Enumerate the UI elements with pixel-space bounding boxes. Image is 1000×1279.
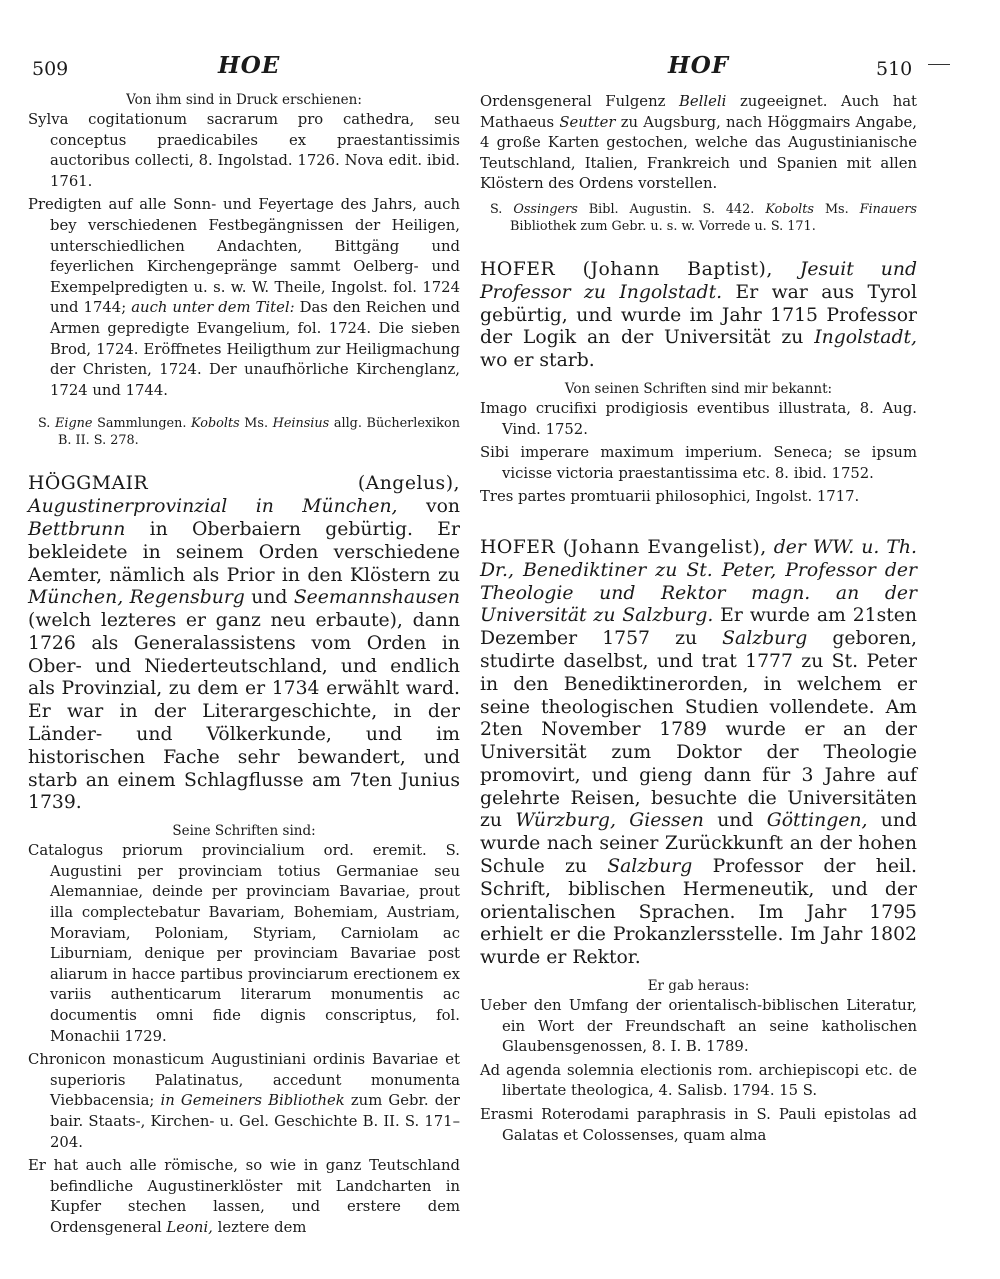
entry-name: HOFER (Johann Baptist),	[480, 258, 773, 280]
work-text-italic: in Gemeiners Bibliothek	[160, 1092, 345, 1110]
person-name-italic: Belleli	[679, 93, 727, 110]
work-text-italic: Leoni,	[166, 1218, 213, 1236]
work-text: zugeeignet. Auch hat Mathaeus	[480, 93, 917, 131]
work-text-italic: auch unter dem Titel:	[131, 299, 295, 317]
ref-italic: Ossingers	[513, 201, 578, 217]
ref-italic: Heinsius	[272, 416, 330, 432]
entry-title: Jesuit und Professor zu Ingolstadt.	[480, 258, 917, 303]
works-intro-heading: Von ihm sind in Druck erschienen:	[126, 92, 362, 108]
ref-text: S.	[490, 201, 503, 217]
entry-text: Er war aus Tyrol gebürtig, und wurde im Jahr 1715 Professor der Logik an der Universität zu	[480, 281, 917, 349]
work-text: Er hat auch alle römische, so wie in ganz Teutschland befindliche Augustinerklöster mit Landcharten in Kupfer stechen lassen, und erstere dem Ordensgeneral	[28, 1157, 460, 1236]
left-page-number: 509	[32, 58, 69, 80]
work-text: zu Augsburg, nach Höggmairs Angabe, 4 große Karten gestochen, welche das Augustinianische Teutschland, Italien, Frankreich und Spanien mit allen Klöstern des Ordens vorstellen.	[480, 113, 917, 193]
place-name: Ingolstadt,	[814, 327, 917, 349]
source-reference	[480, 201, 917, 235]
entry-text: von	[425, 496, 460, 518]
work-entry: Catalogus priorum provincialium ord. eremit. S. Augustini per provinciam totius Germaniae seu Alemanniae, deinde per provinciam Bavariae, prout illa complectebatur Bavariam, Bohemiam, Austriam, Moraviam, Poloniam, Styriam, Carniolam ac Liburniam, denique per provinciam Bavariae post aliarum in hacce partibus provinciarum erectionem ex variis authenticarum literarum monumentis ac documentis omni fide dignis conscriptus, fol. Monachii 1729.	[28, 842, 460, 1045]
ref-italic: Kobolts	[191, 416, 240, 432]
place-name: Seemannshausen	[293, 587, 460, 609]
entry-text: und wurde nach seiner Zurückkunft an der hohen Schule zu	[480, 810, 917, 878]
right-running-headword: HOF	[668, 52, 730, 79]
work-text: Chronicon monasticum Augustiniani ordinis Bavariae et superioris Palatinatus, accedunt monumenta Viebbacensia;	[28, 1051, 460, 1110]
place-name: München, Regensburg	[28, 587, 245, 609]
work-text: Das den Reichen und Armen gepredigte Evangelium, fol. 1724. Die sieben Brod, 1724. Eröffnetes Heiligthum zur Heiligmachung der Christen, 1724. Der unaufhörliche Kirchenglanz, 1724 und 1744.	[50, 299, 460, 399]
works-subheading: Seine Schriften sind:	[172, 823, 316, 840]
work-text: zum Gebr. der bair. Staats-, Kirchen- u. Gel. Geschichte B. II. S. 171–204.	[50, 1092, 460, 1151]
ref-text: S.	[38, 416, 51, 432]
work-entry	[28, 1156, 460, 1238]
ref-text: Bibl. Augustin. S. 442.	[588, 201, 755, 217]
place-name: Salzburg	[722, 628, 808, 650]
entry-text: Professor der heil. Schrift, biblischen Hermeneutik, und der orientalischen Sprachen. Im Jahr 1795 erhielt er die Prokanzlersstelle. Im Jahr 1802 wurde er Rektor.	[480, 856, 917, 969]
work-entry	[28, 1050, 460, 1153]
left-running-headword: HOE	[218, 52, 281, 79]
entry-text: Er wurde am 21sten Dezember 1757 zu	[480, 605, 917, 650]
entry-title: der WW. u. Th. Dr., Benediktiner zu St. Peter, Professor der Theologie und Rektor magn. an der Universität zu Salzburg.	[480, 536, 917, 627]
place-name: Salzburg	[607, 856, 693, 878]
work-entry: Sibi imperare maximum imperium. Seneca; se ipsum vicisse victoria praestantissima etc. 8. ibid. 1752.	[480, 444, 917, 482]
ref-italic: Kobolts	[765, 201, 814, 217]
person-name-italic: Seutter	[559, 113, 616, 131]
source-reference	[28, 415, 460, 449]
ref-text: Ms.	[824, 201, 849, 217]
entry-title: Augustinerprovinzial in München,	[28, 496, 398, 518]
place-name: Würzburg, Giessen	[515, 810, 704, 832]
work-entry: Ueber den Umfang der orientalisch-biblischen Literatur, ein Wort der Freundschaft an seine katholischen Glaubensgenossen, 8. I. B. 1789.	[480, 997, 917, 1056]
place-name: Bettbrunn	[28, 518, 126, 540]
biography-entry-hofer-je	[480, 537, 917, 970]
ref-text: allg. Bücherlexikon B. II. S. 278.	[58, 416, 460, 449]
biography-entry-hofer-jb	[480, 259, 917, 373]
entry-text: (welch lezteres er ganz neu erbaute), dann 1726 als Generalassistens vom Orden in Ober- und Niederteutschland, und endlich als Provinzial, zu dem er 1734 erwählt ward. Er war in der Literargeschichte, in der Länder- und Völkerkunde, und im historischen Fache sehr bewandert, und starb an einem Schlagflusse am 7ten Junius 1739.	[28, 610, 460, 814]
entry-name: HÖGGMAIR (Angelus),	[28, 473, 460, 495]
entry-name: HOFER (Johann Evangelist),	[480, 536, 767, 558]
work-entry: Sylva cogitationum sacrarum pro cathedra, seu conceptus praedicabiles ex praestantissimis auctoribus collecti, 8. Ingolstad. 1726. Nova edit. ibid. 1761.	[28, 111, 460, 190]
right-page-number: 510	[876, 58, 913, 80]
right-column	[480, 92, 917, 1149]
entry-text: geboren, studirte daselbst, und trat 1777 zu St. Peter in den Benediktinerorden, in welchem er seine theologischen Studien vollendete. Am 2ten November 1789 wurde er an der Universität zum Doktor der Theologie promovirt, und gieng dann für 3 Jahre auf gelehrte Reisen, besuchte die Universitäten zu	[480, 628, 917, 832]
work-entry: Tres partes promtuarii philosophici, Ingolst. 1717.	[480, 488, 860, 506]
entry-text: und	[717, 810, 754, 832]
ref-italic: Finauers	[859, 201, 917, 217]
ref-italic: Eigne	[55, 416, 93, 432]
work-text: leztere dem	[217, 1218, 307, 1236]
ref-text: Ms.	[244, 416, 269, 432]
place-name: Göttingen,	[766, 810, 868, 832]
work-text: Ordensgeneral Fulgenz	[480, 93, 666, 110]
work-text: Predigten auf alle Sonn- und Feyertage des Jahrs, auch bey verschiedenen Festbegängnissen der Heiligen, unterschiedlichen Andachten, Bittgäng und feyerlichen Kirchengepränge sammt Oelberg- und Exempelpredigten u. s. w. W. Theile, Ingolst. fol. 1724 und 1744;	[28, 196, 460, 317]
biography-entry-hoeggmair	[28, 473, 460, 815]
works-subheading: Er gab heraus:	[647, 978, 750, 995]
ref-text: Sammlungen.	[97, 416, 187, 432]
left-column	[28, 92, 460, 1242]
entry-text: wo er starb.	[480, 350, 595, 372]
ref-text: Bibliothek zum Gebr. u. s. w. Vorrede u. S. 171.	[510, 218, 816, 234]
continued-text	[480, 92, 917, 195]
works-subheading: Von seinen Schriften sind mir bekannt:	[564, 380, 833, 397]
running-header	[0, 52, 1000, 86]
margin-dash	[928, 64, 950, 65]
work-entry	[28, 195, 460, 401]
work-entry: Erasmi Roterodami paraphrasis in S. Pauli epistolas ad Galatas et Colossenses, quam alma	[480, 1106, 917, 1144]
work-entry: Imago crucifixi prodigiosis eventibus illustrata, 8. Aug. Vind. 1752.	[480, 399, 917, 438]
work-entry: Ad agenda solemnia electionis rom. archiepiscopi etc. de libertate theologica, 4. Salisb. 1794. 15 S.	[480, 1061, 917, 1100]
entry-text: und	[251, 587, 288, 609]
entry-text: in Oberbaiern gebürtig. Er bekleidete in seinem Orden verschiedene Aemter, nämlich als Prior in den Klöstern zu	[28, 518, 460, 586]
